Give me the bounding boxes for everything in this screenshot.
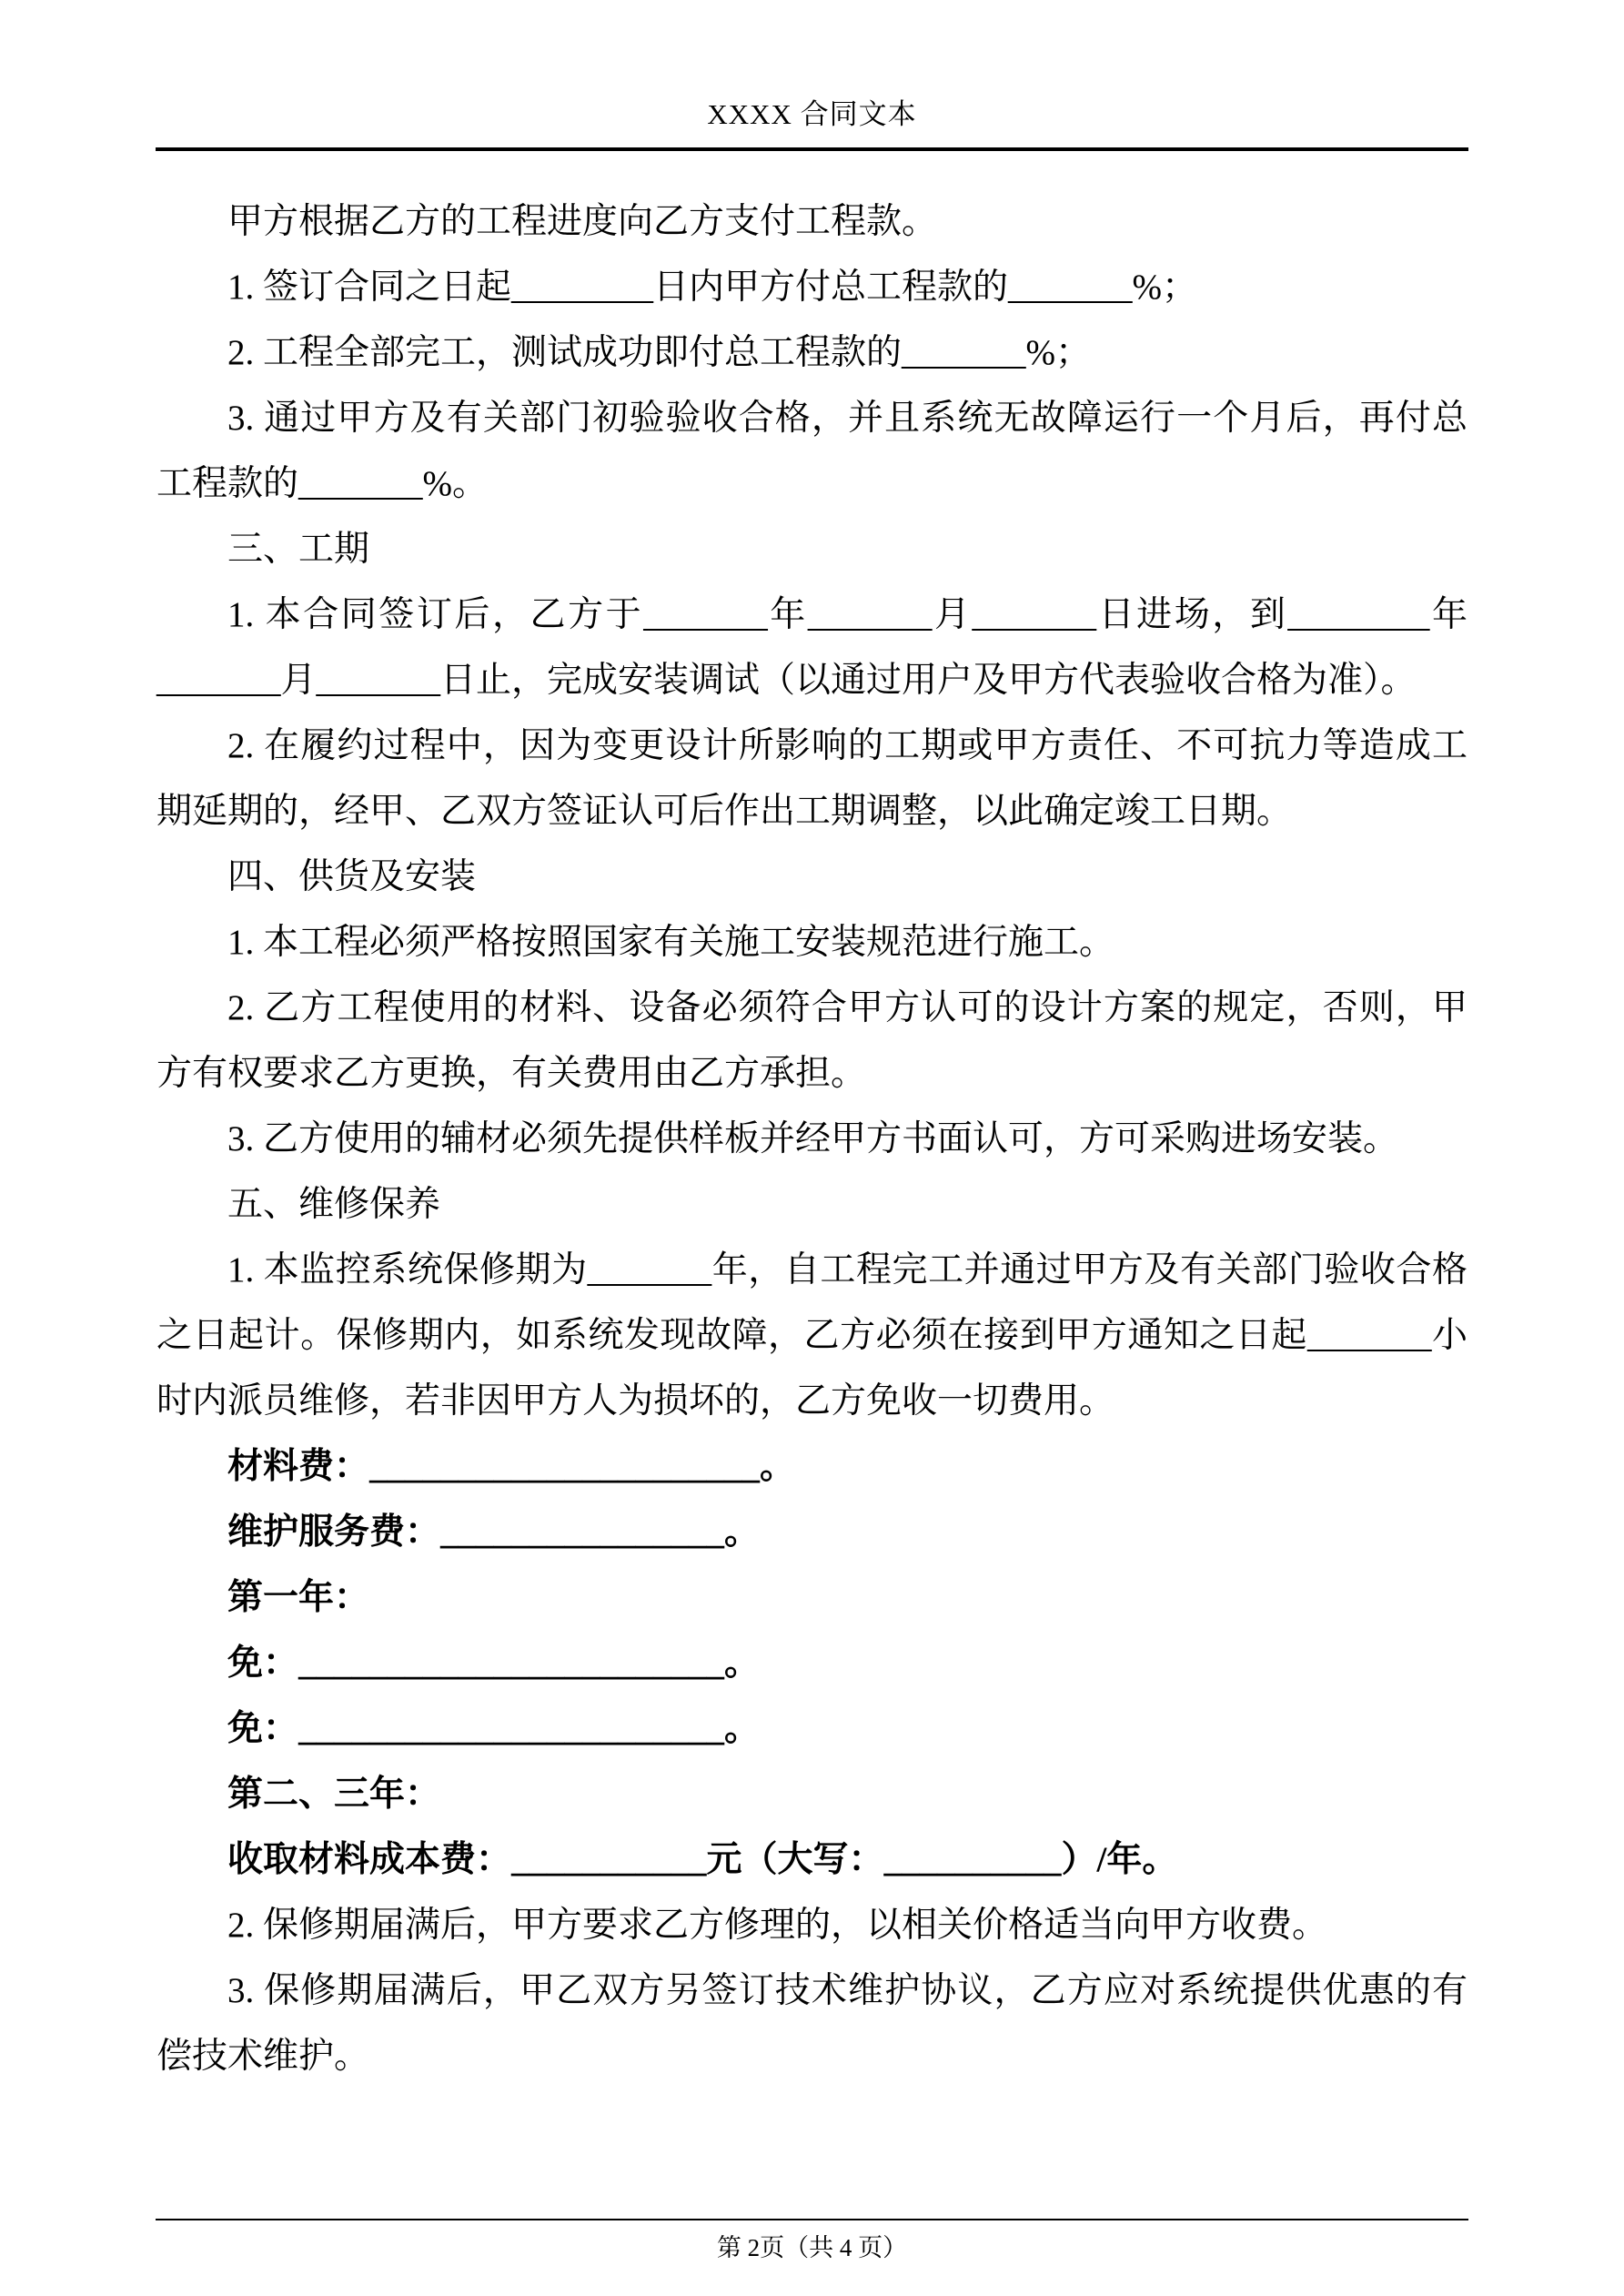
paragraph: 免：________________________。 xyxy=(227,1709,761,1748)
paragraph: 免：________________________。 xyxy=(227,1644,761,1683)
paragraph: 3. 保修期届满后，甲乙双方另签订技术维护协议，乙方应对系统提供优惠的有偿技术维护。 xyxy=(156,1971,1468,2076)
paragraph: 1. 本工程必须严格按照国家有关施工安装规范进行施工。 xyxy=(227,923,1115,962)
paragraph: 三、工期 xyxy=(227,530,370,569)
paragraph: 第一年： xyxy=(227,1578,370,1617)
paragraph: 1. 本合同签订后，乙方于_______年_______月_______日进场，到________年_______月_______日止，完成安装调试（以通过用户及甲方代表验收合格为准）。 xyxy=(156,595,1468,700)
paragraph: 2. 在履约过程中，因为变更设计所影响的工期或甲方责任、不可抗力等造成工期延期的，经甲、乙双方签证认可后作出工期调整，以此确定竣工日期。 xyxy=(156,726,1468,831)
paragraph: 2. 乙方工程使用的材料、设备必须符合甲方认可的设计方案的规定，否则，甲方有权要求乙方更换，有关费用由乙方承担。 xyxy=(156,988,1468,1093)
document-body xyxy=(156,189,1468,2089)
paragraph: 3. 乙方使用的辅材必须先提供样板并经甲方书面认可，方可采购进场安装。 xyxy=(227,1119,1399,1158)
paragraph: 材料费：______________________。 xyxy=(227,1447,796,1486)
paragraph: 第二、三年： xyxy=(227,1775,441,1814)
paragraph: 四、供货及安装 xyxy=(227,857,477,896)
header-divider xyxy=(156,147,1468,151)
paragraph: 维护服务费：________________。 xyxy=(227,1512,761,1552)
document-header-title: XXXX 合同文本 xyxy=(707,98,917,130)
paragraph: 收取材料成本费：___________元（大写：__________）/年。 xyxy=(227,1840,1178,1879)
footer-divider xyxy=(156,2219,1468,2220)
page-number: 第 2页（共 4 页） xyxy=(716,2234,908,2261)
paragraph: 3. 通过甲方及有关部门初验验收合格，并且系统无故障运行一个月后，再付总工程款的_______%。 xyxy=(156,399,1468,503)
paragraph: 1. 本监控系统保修期为_______年，自工程完工并通过甲方及有关部门验收合格之日起计。保修期内，如系统发现故障，乙方必须在接到甲方通知之日起_______小时内派员维修，若非因甲方人为损坏的，乙方免收一切费用。 xyxy=(156,1250,1468,1421)
paragraph: 2. 工程全部完工，测试成功即付总工程款的_______%； xyxy=(227,333,1091,372)
paragraph: 2. 保修期届满后，甲方要求乙方修理的，以相关价格适当向甲方收费。 xyxy=(227,1906,1328,1945)
paragraph: 甲方根据乙方的工程进度向乙方支付工程款。 xyxy=(227,202,938,241)
paragraph: 1. 签订合同之日起________日内甲方付总工程款的_______%； xyxy=(227,268,1197,307)
paragraph: 五、维修保养 xyxy=(227,1185,441,1224)
